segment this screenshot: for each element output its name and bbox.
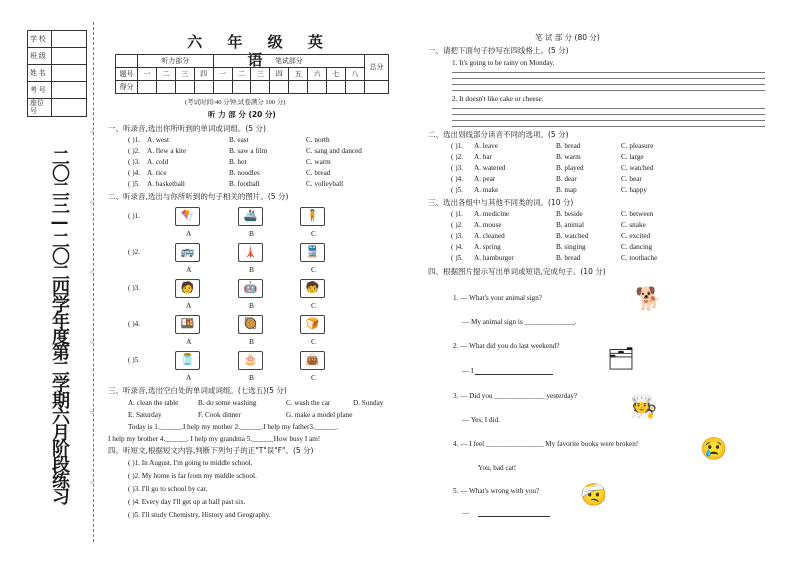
- info-input-cell[interactable]: [52, 99, 87, 117]
- score-cell[interactable]: [232, 81, 251, 94]
- question-number: 四: [194, 68, 213, 81]
- option-b: B. warm: [556, 153, 581, 161]
- dialogue-answer[interactable]: — My animal sign is ______________.: [462, 318, 577, 326]
- four-line-grid[interactable]: [452, 78, 765, 79]
- score-cell[interactable]: [213, 81, 232, 94]
- question-number: 八: [345, 68, 364, 81]
- question-number: 七: [327, 68, 346, 81]
- option-label: C: [311, 373, 317, 382]
- person-picture-icon[interactable]: 🧍: [300, 207, 325, 226]
- phrase-option: C. wash the car: [286, 399, 331, 407]
- dialogue-answer[interactable]: — I: [462, 367, 474, 375]
- jar-picture-icon[interactable]: 🫙: [175, 351, 200, 370]
- question-number[interactable]: ( )4.: [128, 169, 140, 177]
- true-false-question[interactable]: ( )1. In August, I'm going to middle school.: [128, 459, 253, 467]
- option-label: A: [186, 229, 192, 238]
- binding-cut-line: [93, 22, 94, 542]
- score-cell[interactable]: [270, 81, 289, 94]
- option-label: C: [311, 301, 317, 310]
- option-b: B. dear: [556, 175, 577, 183]
- cut-mark: ○: [90, 270, 94, 276]
- option-c: C. snake: [621, 221, 646, 229]
- true-false-question[interactable]: ( )4. Every day I'll get up at half past six.: [128, 498, 246, 506]
- question-number[interactable]: ( )5.: [451, 254, 463, 262]
- question-number[interactable]: ( )3.: [451, 164, 463, 172]
- score-cell[interactable]: [156, 81, 175, 94]
- option-a: A. make: [474, 186, 499, 194]
- option-label: A: [186, 337, 192, 346]
- row-label: 题号: [116, 68, 138, 81]
- score-cell[interactable]: [327, 81, 346, 94]
- four-line-grid[interactable]: [452, 84, 765, 85]
- option-c: C. excited: [621, 232, 651, 240]
- question-number: 三: [251, 68, 270, 81]
- info-label: 座位号: [28, 99, 52, 117]
- score-cell[interactable]: [194, 81, 213, 94]
- info-input-cell[interactable]: [52, 31, 87, 48]
- score-cell[interactable]: [138, 81, 157, 94]
- option-c: C. pleasure: [621, 142, 654, 150]
- sad-person-picture-icon: 😢: [700, 436, 728, 461]
- score-cell[interactable]: [251, 81, 270, 94]
- option-a: A. rice: [147, 169, 167, 177]
- question-number[interactable]: ( )5.: [451, 186, 463, 194]
- dialogue-answer[interactable]: —: [462, 509, 470, 517]
- dialogue-line: 1. — What's your animal sign?: [453, 294, 542, 302]
- listening-section-header: 听 力 部 分 (20 分): [208, 110, 276, 119]
- question-number[interactable]: ( )4.: [451, 175, 463, 183]
- option-c: C. bear: [621, 175, 642, 183]
- info-label: 班 级: [28, 48, 52, 65]
- dialogue-line: 2. — What did you do last weekend?: [453, 342, 560, 350]
- option-a: A. cold: [147, 158, 169, 166]
- score-cell[interactable]: [365, 81, 389, 94]
- exam-title: 六 年 级 英 语: [187, 33, 333, 69]
- option-a: A. watered: [474, 164, 506, 172]
- option-label: C: [311, 229, 317, 238]
- section-4-heading: 四、听短文,根据短文内容,判断下列句子的正"T"误"F"。(5 分): [108, 446, 314, 455]
- option-b: B. animal: [556, 221, 584, 229]
- dog-picture-icon: 🐕: [635, 286, 663, 311]
- phrase-option: E. Saturday: [128, 411, 162, 419]
- cut-mark: ○: [90, 200, 94, 206]
- cut-mark: ○: [90, 480, 94, 486]
- question-number: 六: [308, 68, 327, 81]
- option-b: B. hot: [229, 158, 247, 166]
- kite-picture-icon[interactable]: 🪁: [175, 207, 200, 226]
- phrase-option: F. Cook dinner: [198, 411, 241, 419]
- info-input-cell[interactable]: [52, 65, 87, 82]
- option-b: B. beside: [556, 210, 583, 218]
- question-number[interactable]: ( )2.: [451, 153, 463, 161]
- true-false-question[interactable]: ( )2. My home is far from my middle school.: [128, 472, 257, 480]
- question-number: 二: [232, 68, 251, 81]
- phrase-option: B. do some washing: [198, 399, 257, 407]
- section-1-heading: 一、听录音,选出你所听到的单词或词组。(5 分): [108, 124, 266, 133]
- fill-blank-sentence[interactable]: I help my brother 4.______. I help my grandma 5.______How busy I am!: [108, 435, 321, 443]
- dialogue-line[interactable]: 4. — I feel ________________ My favorite books were broken!: [453, 440, 639, 448]
- option-b: B. map: [556, 186, 577, 194]
- option-label: A: [186, 301, 192, 310]
- question-number: 三: [175, 68, 194, 81]
- info-label: 考 号: [28, 82, 52, 99]
- question-number: 五: [289, 68, 308, 81]
- question-number[interactable]: ( )4.: [451, 243, 463, 251]
- question-number: 二: [156, 68, 175, 81]
- option-a: A. cleaned: [474, 232, 505, 240]
- option-label: B: [249, 301, 255, 310]
- student-picture-icon[interactable]: 🧒: [300, 279, 325, 298]
- bread-picture-icon[interactable]: 🍞: [300, 315, 325, 334]
- dialogue-line[interactable]: 3. — Did you ______________ yesterday?: [453, 392, 578, 400]
- question-number[interactable]: ( )2.: [128, 147, 140, 155]
- question-number[interactable]: ( )3.: [128, 284, 140, 292]
- robot-picture-icon[interactable]: 🤖: [238, 279, 263, 298]
- option-label: A: [186, 265, 192, 274]
- info-label: 姓 名: [28, 65, 52, 82]
- option-label: B: [249, 373, 255, 382]
- option-c: C. dancing: [621, 243, 653, 251]
- fill-blank-sentence[interactable]: Today is 1.______.I help my mother 2.______.I help my father3.______.: [128, 423, 339, 431]
- option-a: A. west: [147, 136, 169, 144]
- score-cell[interactable]: [345, 81, 364, 94]
- option-label: A: [186, 373, 192, 382]
- cake-picture-icon[interactable]: 🎂: [238, 351, 263, 370]
- option-label: C: [311, 265, 317, 274]
- option-a: A. bar: [474, 153, 492, 161]
- bag-picture-icon[interactable]: 👜: [300, 351, 325, 370]
- score-table: [115, 54, 389, 94]
- option-label: B: [249, 337, 255, 346]
- option-c: C. large: [621, 153, 644, 161]
- info-label: 学 校: [28, 31, 52, 48]
- copy-sentence: 2. It doesn't like cake or cheese.: [452, 95, 544, 103]
- option-label: B: [249, 229, 255, 238]
- true-false-question[interactable]: ( )3. I'll go to school by car.: [128, 485, 208, 493]
- option-a: A. medicine: [474, 210, 510, 218]
- cut-mark: ○: [90, 410, 94, 416]
- question-number[interactable]: ( )5.: [128, 180, 140, 188]
- dialogue-answer: You, bad cat!: [478, 464, 517, 472]
- option-a: A. mouse: [474, 221, 502, 229]
- writing-4-heading: 四、根据图片提示写出单词或短语,完成句子。(10 分): [428, 267, 606, 276]
- option-c: C. watched: [621, 164, 654, 172]
- bus-picture-icon[interactable]: 🚌: [175, 243, 200, 262]
- option-a: A. flew a kite: [147, 147, 187, 155]
- option-b: B. watched: [556, 232, 589, 240]
- question-number[interactable]: ( )4.: [128, 320, 140, 328]
- four-line-grid[interactable]: [452, 72, 765, 73]
- writing-1-heading: 一、请把下面句子抄写在四线格上。(5 分): [428, 46, 569, 55]
- phrase-option: G. make a model plane: [286, 411, 353, 419]
- question-number: 一: [138, 68, 157, 81]
- option-a: A. leave: [474, 142, 498, 150]
- option-b: B. bread: [556, 254, 581, 262]
- writing-2-heading: 二、选出划线部分读音不同的选项。(5 分): [428, 130, 569, 139]
- option-c: C. bread: [306, 169, 331, 177]
- writing-part-header: 笔试部分: [213, 55, 364, 68]
- option-a: A. pear: [474, 175, 496, 183]
- four-line-grid[interactable]: [452, 90, 765, 91]
- option-c: C. sang and danced: [306, 147, 362, 155]
- option-c: C. between: [621, 210, 654, 218]
- option-label: C: [311, 337, 317, 346]
- question-number[interactable]: ( )3.: [451, 232, 463, 240]
- option-c: C. happy: [621, 186, 647, 194]
- writing-3-heading: 三、选出各组中与其他不同类的词。(10 分): [428, 198, 574, 207]
- score-cell[interactable]: [175, 81, 194, 94]
- option-b: B. east: [229, 136, 249, 144]
- option-c: C. warm: [306, 158, 331, 166]
- question-number[interactable]: ( )2.: [128, 248, 140, 256]
- dish-picture-icon[interactable]: 🥘: [238, 315, 263, 334]
- option-b: B. singing: [556, 243, 586, 251]
- photo-picture-icon: 🗂: [607, 346, 635, 371]
- question-number[interactable]: ( )1.: [128, 136, 140, 144]
- option-c: C. toothache: [621, 254, 658, 262]
- phrase-option: D. Sunday: [353, 399, 384, 407]
- option-a: A. hamburger: [474, 254, 514, 262]
- person-picture-icon[interactable]: 🧑: [175, 279, 200, 298]
- option-label: B: [249, 265, 255, 274]
- row-label: 得分: [116, 81, 138, 94]
- dialogue-line: 5. — What's wrong with you?: [453, 487, 540, 495]
- copy-sentence: 1. It's going to be rainy on Monday.: [452, 59, 555, 67]
- tower-picture-icon[interactable]: 🗼: [238, 243, 263, 262]
- true-false-question[interactable]: ( )5. I'll study Chemistry, History and Geography.: [128, 511, 271, 519]
- total-header: 总分: [365, 55, 389, 81]
- option-b: B. saw a film: [229, 147, 268, 155]
- info-input-cell[interactable]: [52, 82, 87, 99]
- question-number[interactable]: ( )1.: [451, 210, 463, 218]
- question-number[interactable]: ( )1.: [128, 212, 140, 220]
- info-input-cell[interactable]: [52, 48, 87, 65]
- listening-part-header: 听力部分: [138, 55, 214, 68]
- question-number[interactable]: ( )2.: [451, 221, 463, 229]
- question-number[interactable]: ( )3.: [128, 158, 140, 166]
- ship-picture-icon[interactable]: 🚢: [238, 207, 263, 226]
- dialogue-answer: — Yes, I did.: [462, 416, 500, 424]
- option-c: C. volleyball: [306, 180, 344, 188]
- option-b: B. football: [229, 180, 260, 188]
- four-line-grid[interactable]: [452, 114, 765, 115]
- food-picture-icon[interactable]: 🍱: [175, 315, 200, 334]
- section-3-heading: 三、听录音,选出空白处的单词或词组。(七选五)(5 分): [108, 386, 287, 395]
- answer-blank[interactable]: [478, 516, 550, 517]
- option-a: A. basketball: [147, 180, 185, 188]
- cut-mark: ○: [90, 340, 94, 346]
- exam-note: (考试时间:40 分钟,试卷满分 100 分): [185, 99, 286, 106]
- option-b: B. noodles: [229, 169, 260, 177]
- four-line-grid[interactable]: [452, 108, 765, 109]
- option-b: B. bread: [556, 142, 581, 150]
- train-picture-icon[interactable]: 🚆: [300, 243, 325, 262]
- option-c: C. north: [306, 136, 330, 144]
- four-line-grid[interactable]: [452, 126, 765, 127]
- question-number[interactable]: ( )1.: [451, 142, 463, 150]
- question-number[interactable]: ( )5.: [128, 356, 140, 364]
- question-number: 一: [213, 68, 232, 81]
- four-line-grid[interactable]: [452, 120, 765, 121]
- student-info-table: [27, 30, 87, 117]
- toothache-picture-icon: 🤕: [580, 482, 608, 507]
- cut-mark: ○: [90, 130, 94, 136]
- option-b: B. played: [556, 164, 584, 172]
- phrase-option: A. clean the table: [128, 399, 179, 407]
- question-number: 四: [270, 68, 289, 81]
- option-a: A. spring: [474, 243, 501, 251]
- vertical-exam-title: 二〇二三—二〇二四学年度第二学期六月阶段练习: [49, 148, 70, 503]
- score-cell[interactable]: [289, 81, 308, 94]
- answer-blank[interactable]: [475, 374, 553, 375]
- writing-section-header: 笔 试 部 分 (80 分): [535, 33, 600, 42]
- score-cell[interactable]: [308, 81, 327, 94]
- cooking-picture-icon: 🧑‍🍳: [630, 394, 658, 419]
- section-2-heading: 二、听录音,选出与你所听到的句子相关的图片。(5 分): [108, 192, 289, 201]
